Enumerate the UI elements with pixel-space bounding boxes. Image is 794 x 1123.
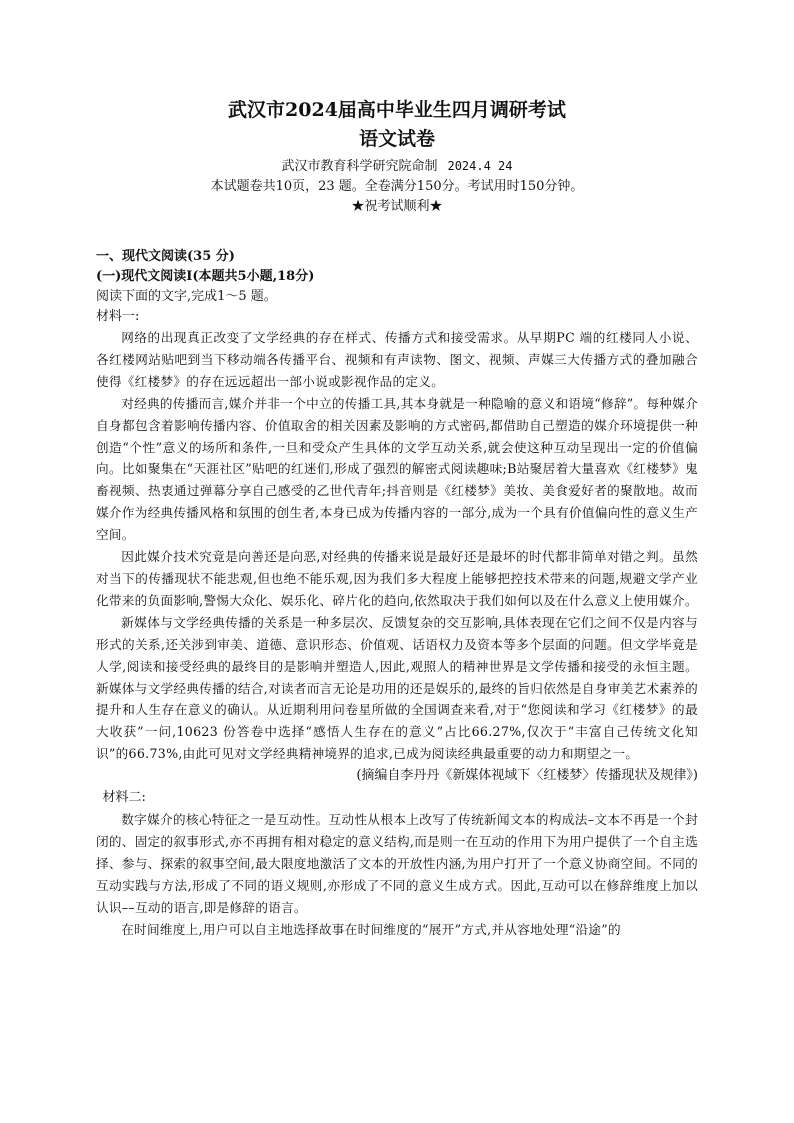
material-1-source: (摘编自李丹丹《新媒体视域下〈红楼梦〉传播现状及规律》) [356, 768, 698, 784]
good-luck-note: ★祝考试顺利★ [351, 199, 443, 214]
issuer-name: 武汉市教育科学研究院命制 [281, 159, 438, 174]
material-2-label: 材料二: [102, 790, 146, 806]
material-1-paragraph: 对经典的传播而言,媒介并非一个中立的传播工具,其本身就是一种隐喻的意义和语境“修辞”。每种媒介自身都包含着影响传播内容、价值取舍的相关因素及影响的方式密码,都借助自己塑造的媒介环境提供一种创造“个性”意义的场所和条件,一旦和受众产生具体的文学互动关系,就会使这种互动呈现出一定的价值偏向。比如聚集在“天涯社区”贴吧的红迷们,形成了强烈的解密式阅读趣味;B站聚居着大量喜欢《红楼梦》鬼畜视频、热衷通过弹幕分享自己感受的乙世代青年;抖音则是《红楼梦》美妆、美食爱好者的聚散地。故而媒介作为经典传播风格和氛围的创生者,本身已成为传播内容的一部分,成为一个具有价值偏向性的意义生产空间。 [96, 395, 698, 543]
exam-subtitle: 语文试卷 [358, 128, 435, 150]
material-2-paragraph: 数字媒介的核心特征之一是互动性。互动性从根本上改写了传统新闻文本的构成法–文本不再是一个封闭的、固定的叙事形式,亦不再拥有相对稳定的意义结构,而是则一在互动的作用下为用户提供了一个自主选择、参与、探索的叙事空间,最大限度地激活了文本的开放性内涵,为用户打开了一个意义协商空间。不同的互动实践与方法,形成了不同的语义规则,亦形成了不同的意义生成方式。因此,互动可以在修辞维度上加以认识––互动的语言,即是修辞的语言。 [96, 812, 698, 915]
material-1-label: 材料一: [96, 309, 140, 324]
material-1-paragraph: 新媒体与文学经典传播的关系是一种多层次、反馈复杂的交互影响,具体表现在它们之间不仅是内容与形式的关系,还关涉到审美、道德、意识形态、价值观、话语权力及资本等多个层面的问题。但文学毕竟是人学,阅读和接受经典的最终目的是影响并塑造人,因此,观照人的精神世界是文学传播和接受的永恒主题。新媒体与文学经典传播的结合,对读者而言无论是功用的还是娱乐的,最终的旨归依然是自身审美艺术素养的提升和人生存在意义的确认。从近期利用问卷星所做的全国调查来看,对于“您阅读和学习《红楼梦》的最大收获”一问,10623 份答卷中选择“感悟人生存在的意义”占比66.27%,仅次于“丰富自己传统文化知识”的66.73%,由此可见对文学经典精神境界的追求,已成为阅读经典最重要的动力和期望之一。 [96, 614, 698, 762]
issuer-line [96, 156, 698, 177]
material-1-paragraph: 网络的出现真正改变了文学经典的存在样式、传播方式和接受需求。从早期PC 端的红楼同人小说、各红楼网站贴吧到当下移动端各传播平台、视频和有声读物、图文、视频、声媒三大传播方式的叠加融合使得《红楼梦》的存在远远超出一部小说或影视作品的定义。 [96, 330, 698, 389]
material-2-paragraph: 在时间维度上,用户可以自主地选择故事在时间维度的“展开”方式,并从容地处理“沿途”的 [121, 921, 621, 937]
exam-title: 武汉市2024届高中毕业生四月调研考试 [228, 99, 566, 121]
subsection-heading: (一)现代文阅读Ⅰ(本题共5小题,18分) [96, 269, 315, 284]
reading-instruction: 阅读下面的文字,完成1～5 题。 [96, 289, 277, 304]
material-1-paragraph: 因此媒介技术究竟是向善还是向恶,对经典的传播来说是最好还是最坏的时代都非简单对错之判。虽然对当下的传播现状不能悲观,但也绝不能乐观,因为我们多大程度上能够把控技术带来的问题,规避文学产业化带来的负面影响,警惕大众化、娱乐化、碎片化的趋向,依然取决于我们如何以及在什么意义上使用媒介。 [96, 549, 698, 608]
exam-date: 2024.4 24 [447, 159, 513, 173]
section-heading: 一、现代文阅读(35 分) [96, 249, 235, 264]
exam-info: 本试题卷共10页，23 题。全卷满分150分。考试用时150分钟。 [210, 179, 584, 194]
